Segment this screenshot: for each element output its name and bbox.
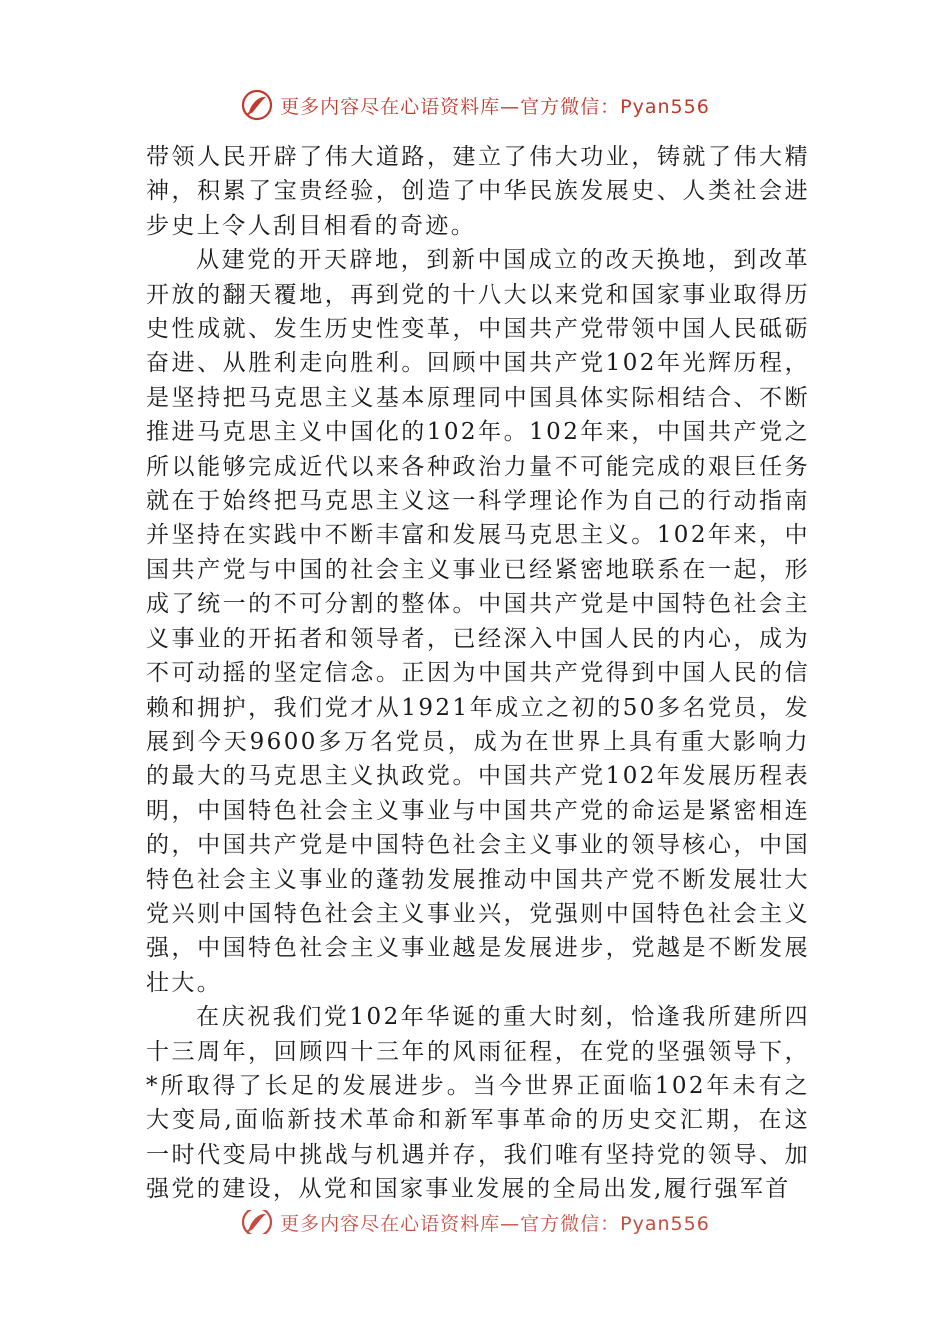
watermark-text: 更多内容尽在心语资料库—官方微信：Pyan556: [280, 1212, 710, 1234]
watermark-header: [0, 88, 950, 122]
document-body: [146, 140, 810, 1207]
pen-swirl-logo-icon: [240, 1210, 274, 1234]
watermark-text: 更多内容尽在心语资料库—官方微信：Pyan556: [280, 95, 710, 118]
paragraph-1: 带领人民开辟了伟大道路，建立了伟大功业，铸就了伟大精神，积累了宝贵经验，创造了中华民族发展史、人类社会进步史上令人刮目相看的奇迹。: [146, 144, 810, 239]
pen-swirl-logo-icon: [240, 88, 274, 122]
paragraph-2: 从建党的开天辟地，到新中国成立的改天换地，到改革开放的翻天覆地，再到党的十八大以来党和国家事业取得历史性成就、发生历史性变革，中国共产党带领中国人民砥砺奋进、从胜利走向胜利。回顾中国共产党102年光辉历程，是坚持把马克思主义基本原理同中国具体实际相结合、不断推进马克思主义中国化的102年。102年来，中国共产党之所以能够完成近代以来各种政治力量不可能完成的艰巨任务就在于始终把马克思主义这一科学理论作为自己的行动指南并坚持在实践中不断丰富和发展马克思主义。102年来，中国共产党与中国的社会主义事业已经紧密地联系在一起，形成了统一的不可分割的整体。中国共产党是中国特色社会主义事业的开拓者和领导者，已经深入中国人民的内心，成为不可动摇的坚定信念。正因为中国共产党得到中国人民的信赖和拥护，我们党才从1921年成立之初的50多名党员，发展到今天9600多万名党员，成为在世界上具有重大影响力的最大的马克思主义执政党。中国共产党102年发展历程表明，中国特色社会主义事业与中国共产党的命运是紧密相连的，中国共产党是中国特色社会主义事业的领导核心，中国特色社会主义事业的蓬勃发展推动中国共产党不断发展壮大党兴则中国特色社会主义事业兴，党强则中国特色社会主义强，中国特色社会主义事业越是发展进步，党越是不断发展壮大。: [146, 247, 810, 996]
watermark-footer: [0, 1210, 950, 1234]
paragraph-3: 在庆祝我们党102年华诞的重大时刻，恰逢我所建所四十三周年，回顾四十三年的风雨征程，在党的坚强领导下，*所取得了长足的发展进步。当今世界正面临102年未有之大变局,面临新技术革命和新军事革命的历史交汇期，在这一时代变局中挑战与机遇并存，我们唯有坚持党的领导、加强党的建设，从党和国家事业发展的全局出发,履行强军首: [146, 1004, 810, 1203]
